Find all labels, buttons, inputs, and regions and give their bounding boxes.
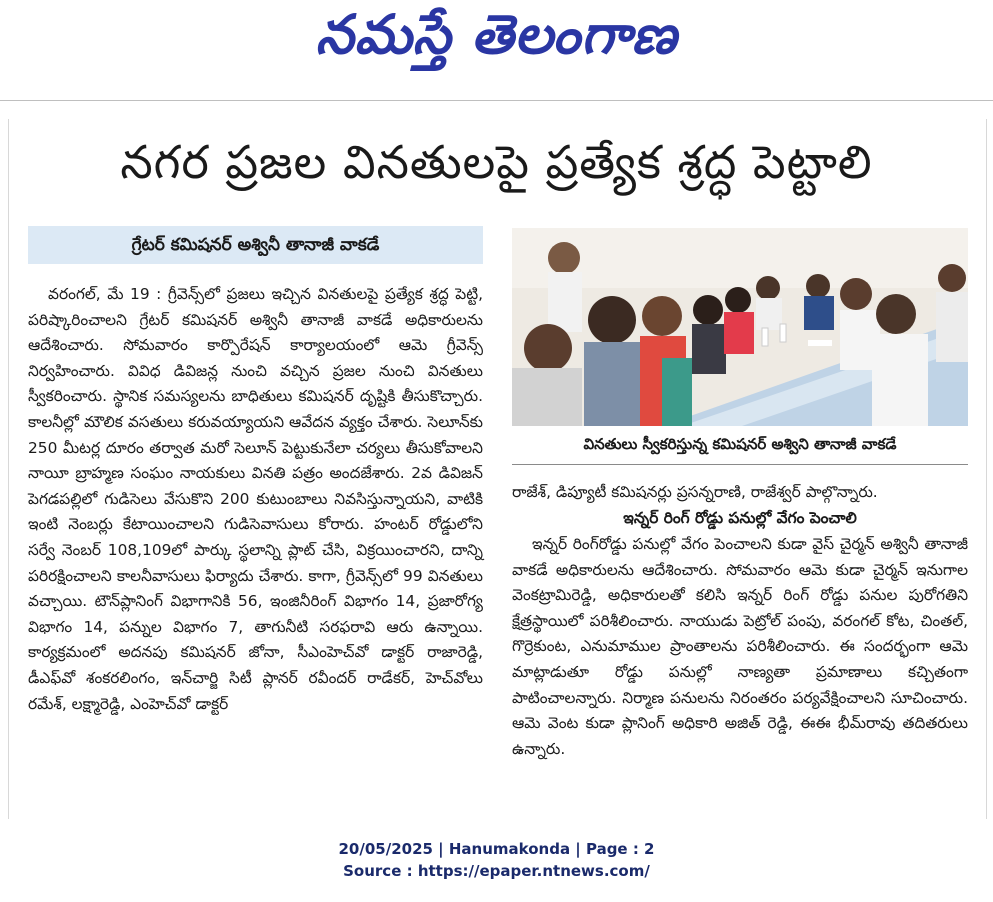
edition-info: 20/05/2025 | Hanumakonda | Page : 2 bbox=[338, 840, 655, 858]
article-subhead: గ్రేటర్ కమిషనర్ అశ్వినీ తానాజీ వాకడే bbox=[28, 226, 483, 264]
article-photo bbox=[512, 228, 968, 426]
article-body-right-lead: రాజేశ్, డిప్యూటీ కమిషనర్లు ప్రసన్నరాణి, రాజేశ్వర్ పాల్గొన్నారు. bbox=[512, 483, 878, 501]
grievance-meeting-photo bbox=[512, 228, 968, 426]
newspaper-logo: నమస్తే తెలంగాణ bbox=[315, 2, 678, 66]
masthead bbox=[0, 0, 993, 100]
article-body-left: వరంగల్, మే 19 : గ్రీవెన్స్‌లో ప్రజలు ఇచ్చిన వినతులపై ప్రత్యేక శ్రద్ధ పెట్టి, పరిష్కారించాలని గ్రేటర్ కమిషనర్ అశ్వినీ తానాజీ వాకడే అధికారులను ఆదేశించారు. సోమవారం కార్పొరేషన్ కార్యాలయంలో ఆమె గ్రీవెన్స్ నిర్వహించారు. వివిధ డివిజన్ల నుంచి వచ్చిన ప్రజల నుంచి వినతులు స్వీకరించారు. స్థానిక సమస్యలను బాధితులు కమిషనర్ దృష్టికి తీసుకొచ్చారు. కాలనీల్లో మౌలిక వసతులు కరువయ్యాయని ఆవేదన వ్యక్తం చేశారు. సెలూన్‌కు 250 మీటర్ల దూరం తర్వాత మరో సెలూన్ పెట్టుకునేలా చర్యలు తీసుకోవాలని నాయీ బ్రాహ్మణ సంఘం నాయకులు వినతి పత్రం అందజేశారు. 2వ డివిజన్ పెగడపల్లిలో గుడిసెలు వేసుకొని 200 కుటుంబాలు నివసిస్తున్నాయని, వాటికి ఇంటి నెంబర్లు కేటాయించాలని గుడిసెవాసులు కోరారు. హంటర్ రోడ్డులోని సర్వే నెంబర్ 108,109లో పార్కు స్థలాన్ని ప్లాట్ చేసి, విక్రయించారని, దాన్ని పరిరక్షించాలని కాలనీవాసులు ఫిర్యాదు చేశారు. కాగా, గ్రీవెన్స్‌లో 99 వినతులు వచ్చాయి. టౌన్‌ప్లానింగ్ విభాగానికి 56, ఇంజినీరింగ్ విభాగం 14, ప్రజారోగ్య విభాగం 14, పన్నుల విభాగం 7, తాగునీటి సరఫరావి ఆరు ఉన్నాయి. కార్యక్రమంలో అదనపు కమిషనర్ జోనా, సీఎంహెచ్‌వో డాక్టర్ రాజారెడ్డి, డీఎఫ్‌వో శంకరలింగం, ఇన్‌చార్జి సిటీ ప్లానర్ రవీందర్ రాడేకర్, హెచ్‌వోలు రమేశ్, లక్ష్మారెడ్డి, ఎంహెచ్‌వో డాక్టర్ bbox=[28, 285, 483, 713]
article-body-right: ఇన్నర్ రింగ్‌రోడ్డు పనుల్లో వేగం పెంచాలని కుడా వైస్ చైర్మన్ అశ్వినీ తానాజీ వాకడే అధికారులను ఆదేశించారు. సోమవారం ఆమె కుడా చైర్మన్ ఇనుగాల వెంకట్రామిరెడ్డి, అధికారులతో కలిసి ఇన్నర్ రింగ్ రోడ్డు పనుల పురోగతిని క్షేత్రస్థాయిలో పరిశీలించారు. నాయుడు పెట్రోల్ పంపు, వరంగల్ కోట, చింతల్, గొర్రెకుంట, ఎనుమాముల ప్రాంతాలను పరిశీలించారు. ఈ సందర్భంగా ఆమె మాట్లాడుతూ రోడ్డు పనుల్లో నాణ్యతా ప్రమాణాలు కచ్చితంగా పాటించాలన్నారు. నిర్మాణ పనులను నిరంతరం పర్యవేక్షించాలని సూచించారు. ఆమె వెంట కుడా ప్లానింగ్ అధికారి అజిత్ రెడ్డి, ఈఈ భీమ్‌రావు తదితరులు ఉన్నారు. bbox=[512, 535, 968, 758]
masthead-divider bbox=[0, 100, 993, 101]
article-headline: నగర ప్రజల వినతులపై ప్రత్యేక శ్రద్ధ పెట్టాలి bbox=[120, 135, 873, 189]
source-url: Source : https://epaper.ntnews.com/ bbox=[343, 862, 650, 880]
page-footer bbox=[0, 838, 993, 882]
photo-caption: వినతులు స్వీకరిస్తున్న కమిషనర్ అశ్విని తానాజీ వాకడే bbox=[512, 428, 968, 465]
article-section-subhead: ఇన్నర్ రింగ్ రోడ్డు పనుల్లో వేగం పెంచాలి bbox=[623, 509, 857, 527]
